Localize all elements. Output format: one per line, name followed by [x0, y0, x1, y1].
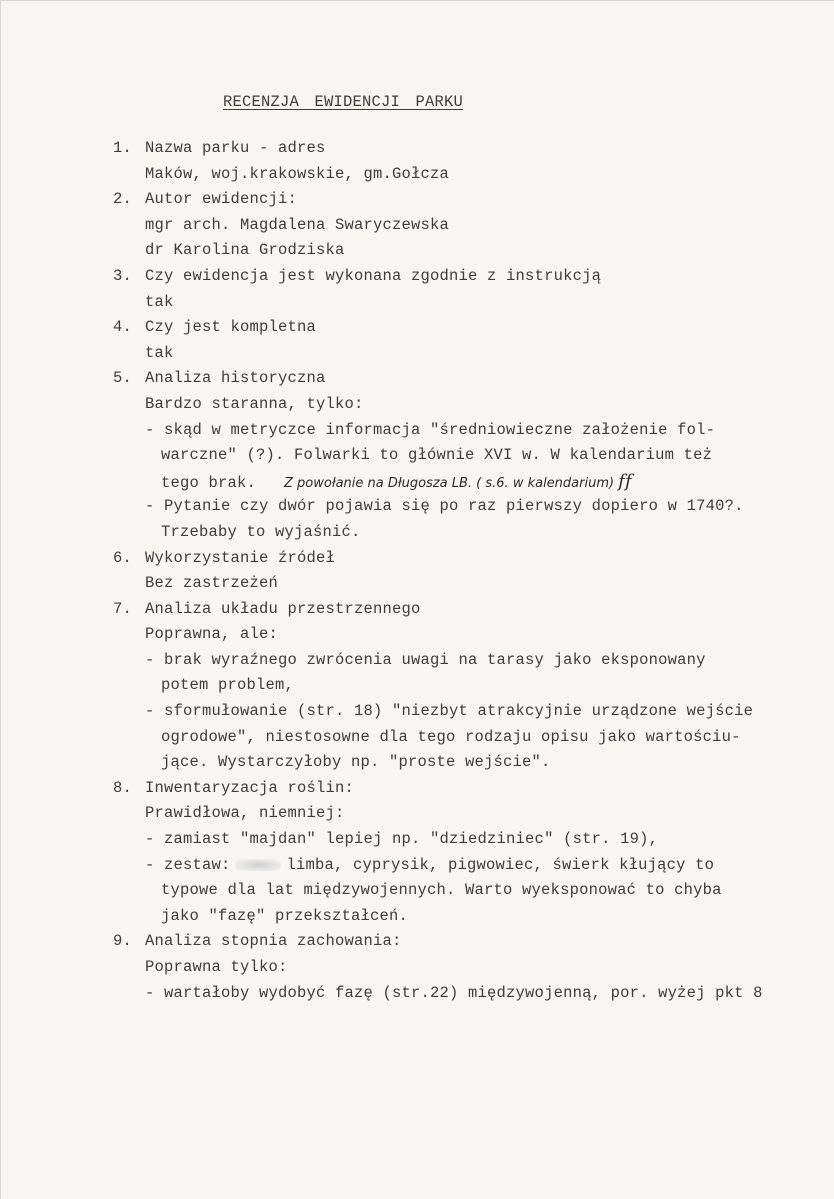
section-1-text: Maków, woj.krakowskie, gm.Gołcza: [145, 164, 450, 183]
section-2-heading: 2. Autor ewidencji:: [113, 190, 298, 209]
handwritten-note: Z powołanie na Długosza LB. ( s.6. w kalendarium): [284, 475, 615, 491]
section-5-bullet-cont: warczne" (?). Folwarki to głównie XVI w. W kalendarium też: [161, 446, 713, 465]
section-2-text: dr Karolina Grodziska: [145, 241, 345, 260]
section-5-heading: 5. Analiza historyczna: [113, 369, 326, 388]
redacted-mark: [235, 859, 281, 871]
section-5-bullet-cont: tego brak. Z powołanie na Długosza LB. ( s.6. w kalendarium) ff: [161, 470, 632, 492]
section-8-bullet-cont: jako "fazę" przekształceń.: [161, 906, 409, 925]
section-8-heading: 8. Inwentaryzacja roślin:: [113, 778, 355, 797]
section-5-intro: Bardzo staranna, tylko:: [145, 394, 364, 413]
section-5-bullet: - skąd w metryczce informacja "średniowieczne założenie fol-: [145, 420, 716, 439]
section-6-heading: 6. Wykorzystanie źródeł: [113, 548, 336, 567]
section-7-bullet: - sformułowanie (str. 18) "niezbyt atrakcyjnie urządzone wejście: [145, 702, 754, 721]
review-content: [113, 136, 825, 1006]
section-7-intro: Poprawna, ale:: [145, 625, 279, 644]
section-8-bullet: - zamiast "majdan" lepiej np. "dziedziniec" (str. 19),: [145, 830, 659, 849]
section-8-intro: Prawidłowa, niemniej:: [145, 804, 345, 823]
section-7-heading: 7. Analiza układu przestrzennego: [113, 599, 421, 618]
section-4-heading: 4. Czy jest kompletna: [113, 318, 317, 337]
section-6-text: Bez zastrzeżeń: [145, 574, 279, 593]
handwritten-mark: ff: [618, 470, 632, 492]
section-2-text: mgr arch. Magdalena Swaryczewska: [145, 215, 450, 234]
section-7-bullet: - brak wyraźnego zwrócenia uwagi na tarasy jako eksponowany: [145, 650, 706, 669]
section-5-bullet: - Pytanie czy dwór pojawia się po raz pierwszy dopiero w 1740?.: [145, 497, 744, 516]
section-8-bullet: - zestaw: limba, cyprysik, pigwowiec, świerk kłujący to: [145, 855, 715, 874]
section-7-bullet-cont: potem problem,: [161, 676, 295, 695]
section-9-bullet: - wartałoby wydobyć fazę (str.22) międzywojenną, por. wyżej pkt 8: [145, 983, 763, 1002]
section-8-bullet-cont: typowe dla lat międzywojennych. Warto wyeksponować to chyba: [161, 881, 722, 900]
section-3-text: tak: [145, 292, 174, 311]
section-5-bullet-cont: Trzebaby to wyjaśnić.: [161, 522, 361, 541]
section-1-heading: 1. Nazwa parku - adres: [113, 139, 326, 157]
section-7-bullet-cont: jące. Wystarczyłoby np. "proste wejście".: [161, 753, 551, 772]
document-title: RECENZJA EWIDENCJI PARKU: [223, 93, 464, 111]
section-7-bullet-cont: ogrodowe", niestosowne dla tego rodzaju opisu jako wartościu-: [161, 727, 741, 746]
section-9-intro: Poprawna tylko:: [145, 958, 288, 976]
section-4-text: tak: [145, 343, 174, 362]
section-9-heading: 9. Analiza stopnia zachowania:: [113, 932, 402, 951]
section-3-heading: 3. Czy ewidencja jest wykonana zgodnie z instrukcją: [113, 266, 602, 285]
